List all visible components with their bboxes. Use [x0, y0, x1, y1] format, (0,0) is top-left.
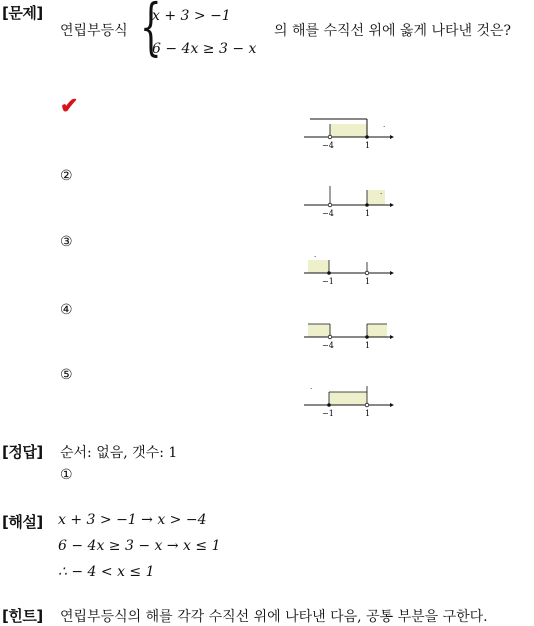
system-brace: { — [140, 0, 162, 63]
tick-label-right: 1 — [365, 341, 371, 350]
tick-label-left: −4 — [322, 141, 334, 150]
closed-point — [327, 271, 331, 275]
shaded-region — [367, 190, 385, 205]
open-point — [365, 271, 369, 275]
answer-choice: ① — [60, 467, 73, 483]
axis-arrow-icon — [390, 335, 394, 339]
open-point — [328, 335, 332, 339]
choice-2-marker[interactable]: ② — [60, 168, 73, 184]
solution-line-3: ∴ − 4 < x ≤ 1 — [58, 564, 155, 580]
choice-4-numberline — [300, 312, 400, 352]
inequality-1: x + 3 > −1 — [152, 8, 231, 24]
closed-point — [365, 203, 369, 207]
solution-line-2: 6 − 4x ≥ 3 − x → x ≤ 1 — [58, 538, 221, 554]
hint-tag: [힌트] — [2, 607, 43, 625]
choice-3-marker[interactable]: ③ — [60, 234, 73, 250]
stray-dot: . — [380, 188, 383, 196]
shaded-region — [330, 124, 367, 137]
axis-arrow-icon — [390, 271, 394, 275]
shaded-region-right — [367, 324, 387, 337]
solution-tag: [해설] — [2, 513, 43, 531]
inequality-2: 6 − 4x ≥ 3 − x — [152, 41, 257, 57]
choice-1-check-icon[interactable]: ✔ — [60, 93, 79, 119]
shaded-region-left — [308, 324, 330, 337]
tick-label-right: 1 — [365, 277, 371, 286]
open-point — [365, 403, 369, 407]
closed-point — [365, 335, 369, 339]
solution-line-1: x + 3 > −1 → x > −4 — [58, 512, 207, 528]
tick-label-right: 1 — [365, 409, 371, 418]
shaded-region — [329, 392, 367, 405]
answer-tag: [정답] — [2, 443, 43, 461]
tick-label-left: −1 — [322, 277, 334, 286]
tick-label-right: 1 — [365, 141, 371, 150]
stray-dot: . — [310, 383, 313, 391]
stray-dot: . — [314, 251, 317, 259]
axis-arrow-icon — [390, 135, 394, 139]
choice-5-marker[interactable]: ⑤ — [60, 367, 73, 383]
choice-5-numberline — [300, 380, 400, 420]
stray-dot: . — [383, 121, 386, 129]
choice-2-numberline — [300, 180, 400, 220]
problem-suffix: 의 해를 수직선 위에 옳게 나타낸 것은? — [274, 23, 512, 39]
choice-3-numberline — [300, 248, 400, 288]
axis-arrow-icon — [390, 203, 394, 207]
tick-label-left: −4 — [322, 341, 334, 350]
open-point — [328, 203, 332, 207]
hint-text: 연립부등식의 해를 각각 수직선 위에 나타낸 다음, 공통 부분을 구한다. — [60, 609, 488, 625]
choice-1-numberline — [300, 112, 400, 152]
tick-label-right: 1 — [365, 209, 371, 218]
axis-arrow-icon — [390, 403, 394, 407]
closed-point — [327, 403, 331, 407]
shaded-region — [308, 260, 329, 273]
problem-prefix: 연립부등식 — [60, 23, 128, 39]
tick-label-left: −4 — [322, 209, 334, 218]
choice-4-marker[interactable]: ④ — [60, 302, 73, 318]
closed-point — [365, 135, 369, 139]
problem-tag: [문제] — [2, 4, 43, 22]
answer-meta: 순서: 없음, 갯수: 1 — [60, 445, 178, 461]
open-point — [328, 135, 332, 139]
tick-label-left: −1 — [322, 409, 334, 418]
